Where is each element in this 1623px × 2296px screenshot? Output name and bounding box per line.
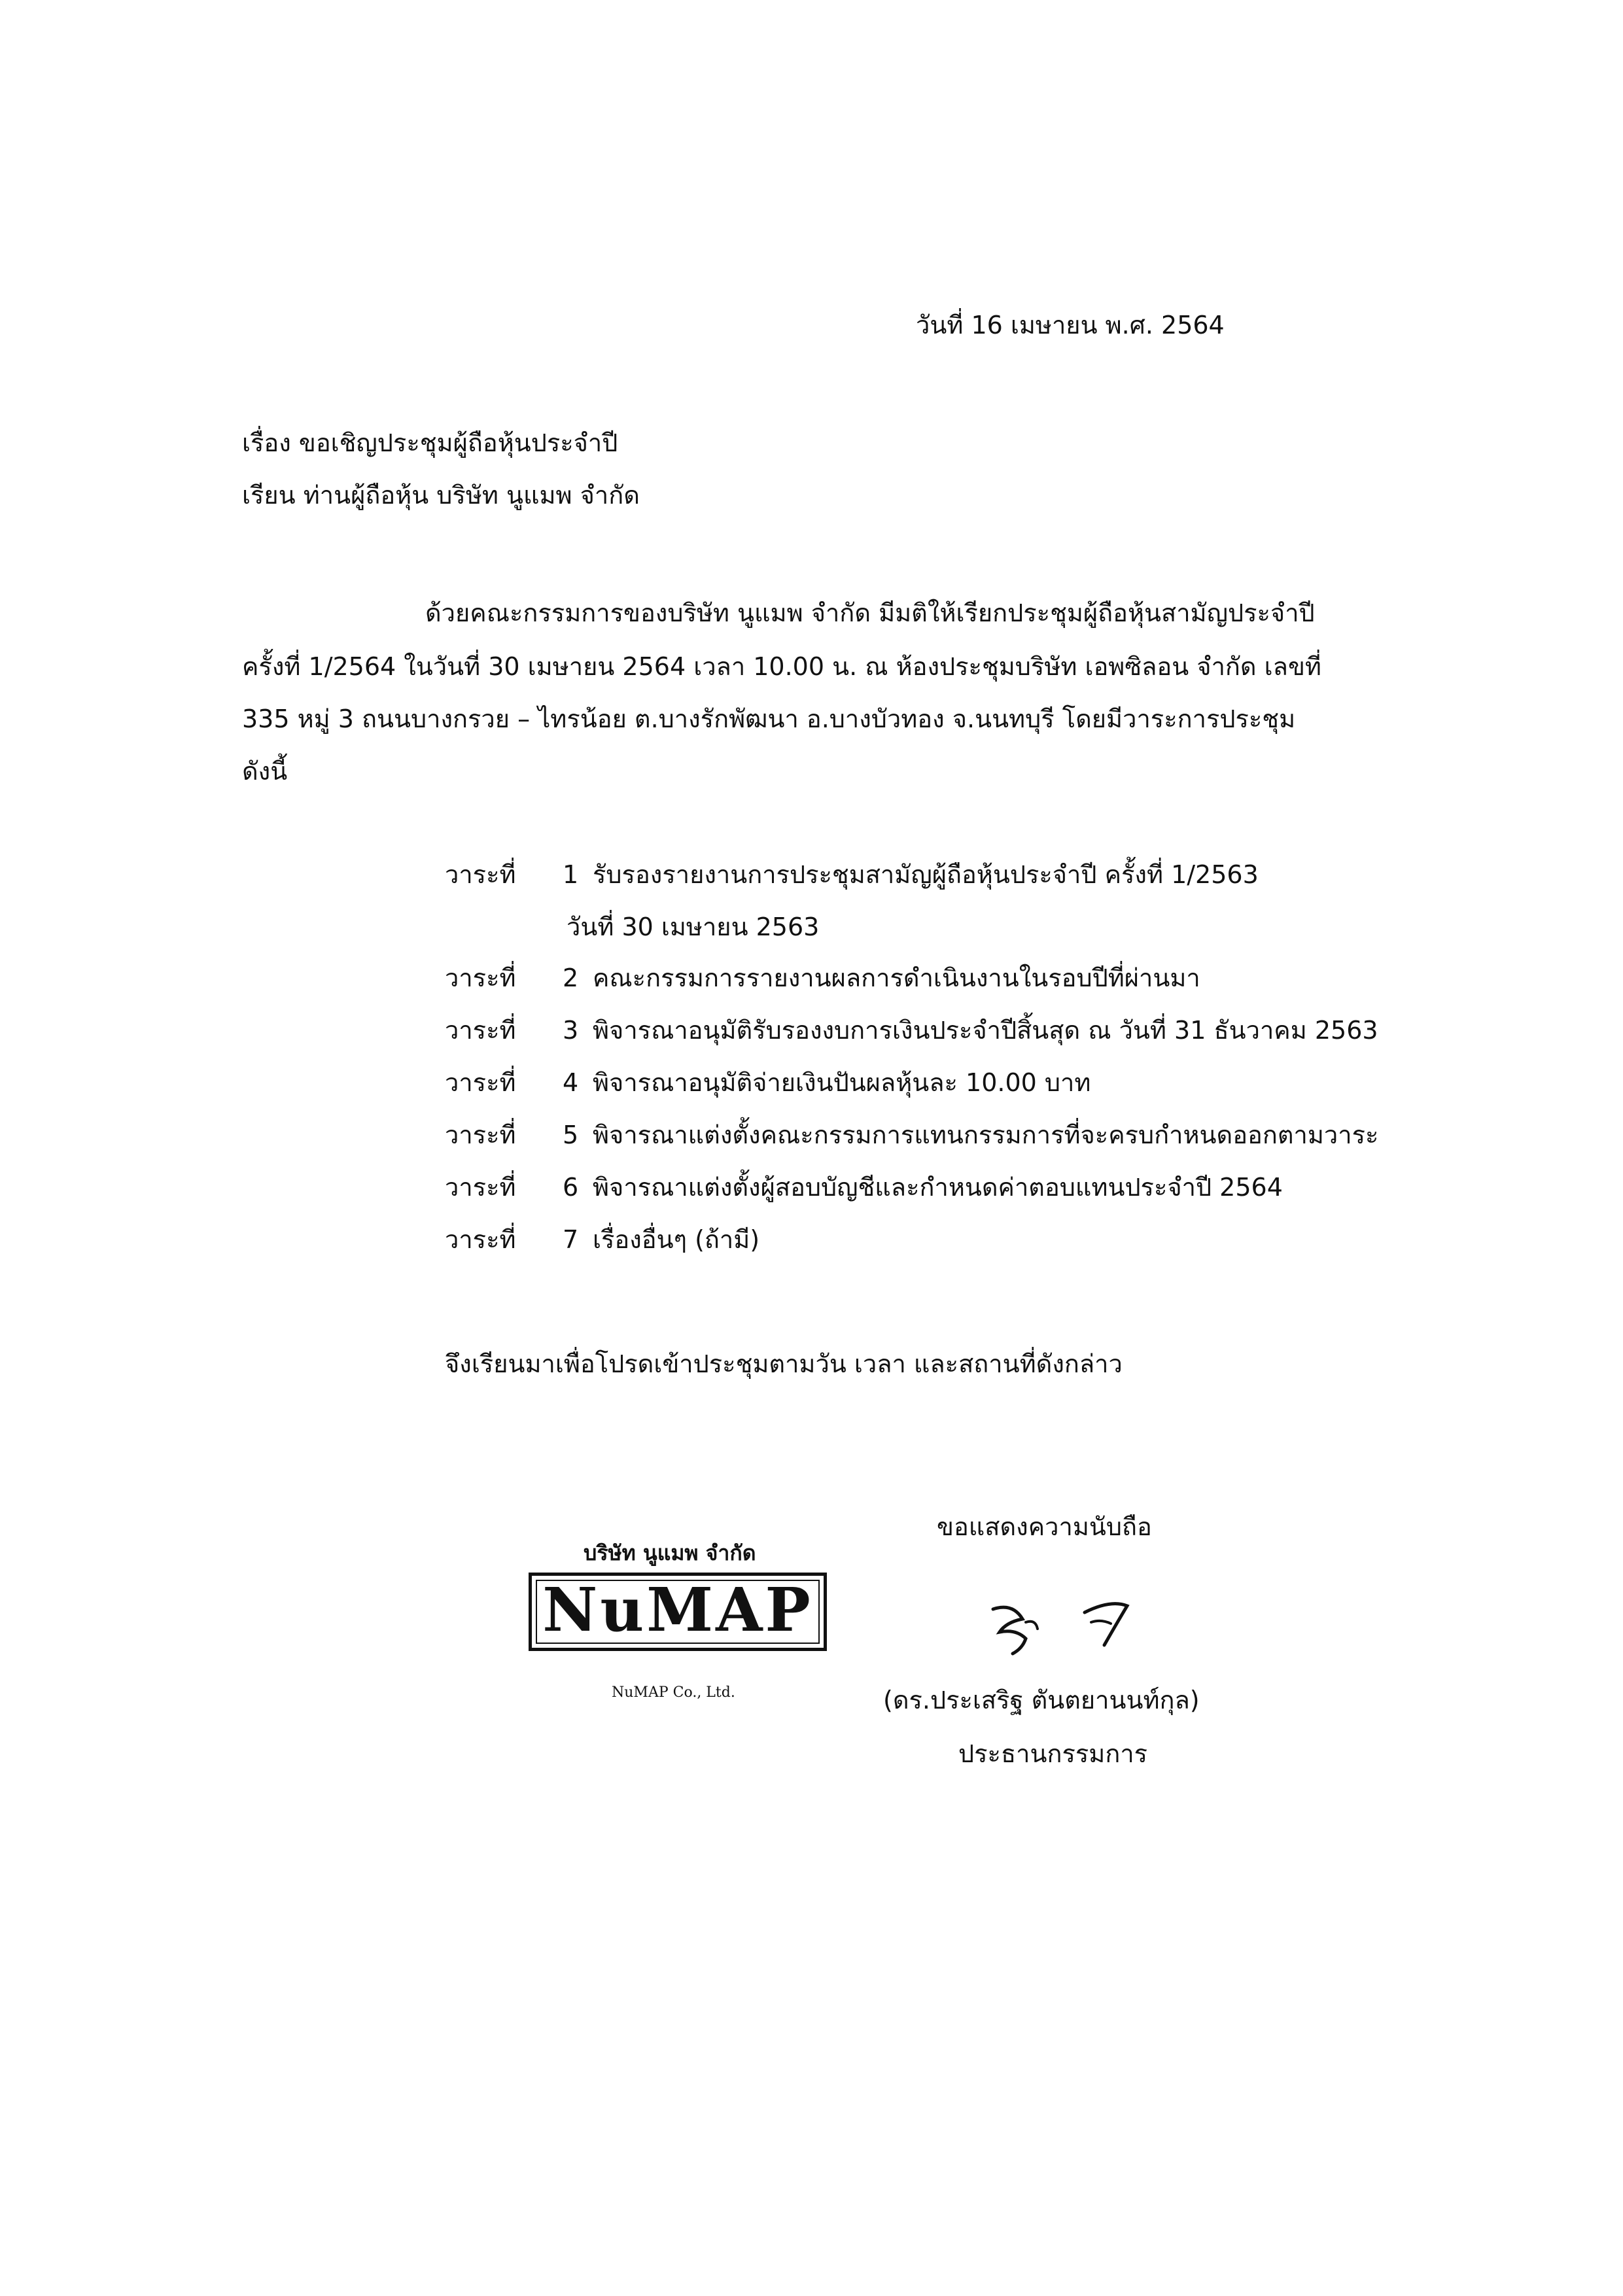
agenda-text: พิจารณาแต่งตั้งคณะกรรมการแทนกรรมการที่จะครบกำหนดออกตามวาระ xyxy=(593,1121,1379,1149)
agenda-item xyxy=(445,1227,759,1252)
agenda-item xyxy=(445,965,1200,990)
agenda-text: รับรองรายงานการประชุมสามัญผู้ถือหุ้นประจำปี ครั้งที่ 1/2563 xyxy=(593,860,1259,889)
company-logo xyxy=(529,1573,827,1651)
body-line-3: 335 หมู่ 3 ถนนบางกรวย – ไทรน้อย ต.บางรักพัฒนา อ.บางบัวทอง จ.นนทบุรี โดยมีวาระการประชุม xyxy=(242,704,1296,733)
agenda-item xyxy=(445,1018,1378,1043)
agenda-text: พิจารณาแต่งตั้งผู้สอบบัญชีและกำหนดค่าตอบแทนประจำปี 2564 xyxy=(593,1173,1283,1202)
agenda-item xyxy=(445,1122,1378,1147)
handwritten-signature xyxy=(986,1583,1157,1661)
agenda-text: พิจารณาอนุมัติรับรองงบการเงินประจำปีสิ้นสุด ณ วันที่ 31 ธันวาคม 2563 xyxy=(593,1016,1378,1045)
letter-subject: เรื่อง ขอเชิญประชุมผู้ถือหุ้นประจำปี xyxy=(242,428,618,457)
agenda-label: วาระที่ xyxy=(445,1068,516,1097)
agenda-number: 3 xyxy=(563,1016,579,1045)
stamp-company-en: NuMAP Co., Ltd. xyxy=(612,1684,735,1701)
agenda-label: วาระที่ xyxy=(445,964,516,992)
agenda-text: เรื่องอื่นๆ (ถ้ามี) xyxy=(593,1225,760,1254)
agenda-item xyxy=(445,1070,1091,1095)
closing-text: จึงเรียนมาเพื่อโปรดเข้าประชุมตามวัน เวลา และสถานที่ดังกล่าว xyxy=(445,1349,1123,1378)
agenda-number: 6 xyxy=(563,1173,579,1202)
agenda-item xyxy=(445,1175,1283,1200)
agenda-label: วาระที่ xyxy=(445,1173,516,1202)
body-line-2: ครั้งที่ 1/2564 ในวันที่ 30 เมษายน 2564 เวลา 10.00 น. ณ ห้องประชุมบริษัท เอพซิลอน จำกัด เลขที่ xyxy=(242,652,1321,681)
logo-text: NuMAP xyxy=(542,1574,813,1645)
agenda-label: วาระที่ xyxy=(445,1121,516,1149)
regards-text: ขอแสดงความนับถือ xyxy=(937,1512,1152,1541)
letter-recipient: เรียน ท่านผู้ถือหุ้น บริษัท นูแมพ จำกัด xyxy=(242,481,640,510)
signatory-name: (ดร.ประเสริฐ ตันตยานนท์กุล) xyxy=(883,1686,1200,1714)
agenda-number: 4 xyxy=(563,1068,579,1097)
agenda-number: 2 xyxy=(563,964,579,992)
body-line-4: ดังนี้ xyxy=(242,757,288,786)
agenda-text: คณะกรรมการรายงานผลการดำเนินงานในรอบปีที่ผ่านมา xyxy=(593,964,1200,992)
agenda-label: วาระที่ xyxy=(445,1016,516,1045)
body-line-1: ด้วยคณะกรรมการของบริษัท นูแมพ จำกัด มีมติให้เรียกประชุมผู้ถือหุ้นสามัญประจำปี xyxy=(425,599,1315,627)
signatory-title: ประธานกรรมการ xyxy=(958,1739,1148,1768)
agenda-item xyxy=(445,862,1259,887)
agenda-text: พิจารณาอนุมัติจ่ายเงินปันผลหุ้นละ 10.00 บาท xyxy=(593,1068,1091,1097)
letter-date: วันที่ 16 เมษายน พ.ศ. 2564 xyxy=(916,311,1225,339)
agenda-number: 5 xyxy=(563,1121,579,1149)
agenda-label: วาระที่ xyxy=(445,860,516,889)
agenda-item-continuation: วันที่ 30 เมษายน 2563 xyxy=(567,913,820,941)
stamp-company-thai: บริษัท นูแมพ จำกัด xyxy=(584,1540,756,1565)
agenda-number: 1 xyxy=(563,860,579,889)
agenda-number: 7 xyxy=(563,1225,579,1254)
agenda-label: วาระที่ xyxy=(445,1225,516,1254)
